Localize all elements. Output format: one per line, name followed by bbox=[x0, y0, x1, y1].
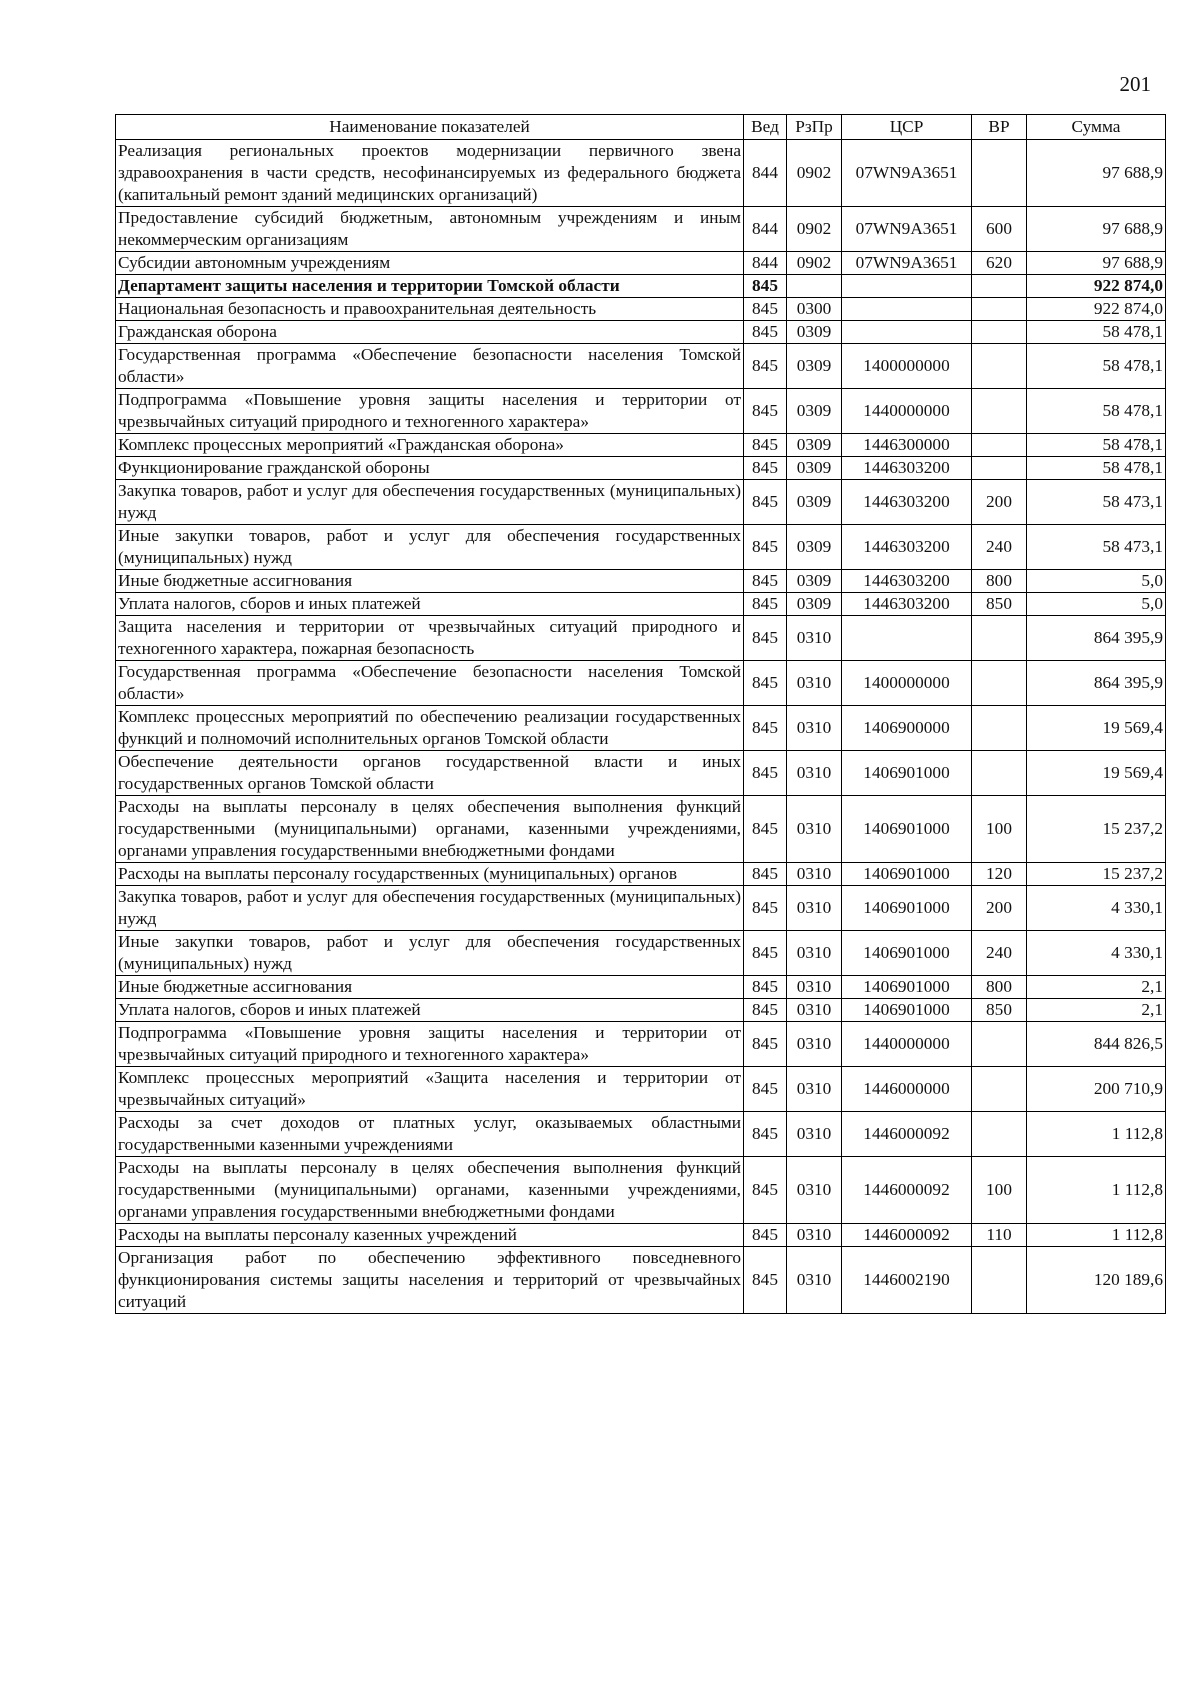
cell-name: Уплата налогов, сборов и иных платежей bbox=[116, 999, 744, 1022]
cell-rzpr: 0309 bbox=[787, 457, 842, 480]
cell-vr: 240 bbox=[972, 931, 1027, 976]
cell-vr: 100 bbox=[972, 1157, 1027, 1224]
table-row bbox=[116, 275, 1166, 298]
cell-vr: 850 bbox=[972, 999, 1027, 1022]
cell-sum: 15 237,2 bbox=[1027, 863, 1166, 886]
cell-vr: 110 bbox=[972, 1224, 1027, 1247]
cell-sum: 1 112,8 bbox=[1027, 1112, 1166, 1157]
cell-rzpr: 0310 bbox=[787, 1112, 842, 1157]
cell-ved: 845 bbox=[744, 796, 787, 863]
cell-ved: 845 bbox=[744, 593, 787, 616]
cell-ved: 845 bbox=[744, 525, 787, 570]
cell-name: Национальная безопасность и правоохранительная деятельность bbox=[116, 298, 744, 321]
cell-vr: 620 bbox=[972, 252, 1027, 275]
header-sum: Сумма bbox=[1027, 115, 1166, 140]
table-row bbox=[116, 389, 1166, 434]
cell-sum: 4 330,1 bbox=[1027, 931, 1166, 976]
cell-csr: 1406901000 bbox=[842, 751, 972, 796]
cell-rzpr: 0310 bbox=[787, 999, 842, 1022]
cell-sum: 19 569,4 bbox=[1027, 706, 1166, 751]
table-row bbox=[116, 457, 1166, 480]
cell-ved: 845 bbox=[744, 434, 787, 457]
cell-sum: 2,1 bbox=[1027, 999, 1166, 1022]
cell-csr: 1446300000 bbox=[842, 434, 972, 457]
cell-rzpr: 0902 bbox=[787, 252, 842, 275]
cell-sum: 2,1 bbox=[1027, 976, 1166, 999]
cell-sum: 58 478,1 bbox=[1027, 434, 1166, 457]
cell-csr: 1446303200 bbox=[842, 457, 972, 480]
cell-ved: 845 bbox=[744, 976, 787, 999]
cell-csr: 1446303200 bbox=[842, 570, 972, 593]
cell-vr: 240 bbox=[972, 525, 1027, 570]
cell-csr: 1446303200 bbox=[842, 593, 972, 616]
cell-sum: 864 395,9 bbox=[1027, 616, 1166, 661]
cell-rzpr: 0310 bbox=[787, 1247, 842, 1314]
cell-sum: 844 826,5 bbox=[1027, 1022, 1166, 1067]
cell-sum: 922 874,0 bbox=[1027, 275, 1166, 298]
cell-ved: 845 bbox=[744, 999, 787, 1022]
cell-name: Иные закупки товаров, работ и услуг для обеспечения государственных (муниципальных) нужд bbox=[116, 931, 744, 976]
header-rzpr: РзПр bbox=[787, 115, 842, 140]
cell-rzpr: 0902 bbox=[787, 140, 842, 207]
cell-name: Иные бюджетные ассигнования bbox=[116, 976, 744, 999]
cell-rzpr: 0310 bbox=[787, 796, 842, 863]
cell-name: Реализация региональных проектов модернизации первичного звена здравоохранения в части средств, несофинансируемых из федерального бюджета (капитальный ремонт зданий медицинских организаций) bbox=[116, 140, 744, 207]
cell-name: Субсидии автономным учреждениям bbox=[116, 252, 744, 275]
cell-sum: 58 473,1 bbox=[1027, 480, 1166, 525]
cell-rzpr: 0310 bbox=[787, 1157, 842, 1224]
cell-vr bbox=[972, 616, 1027, 661]
cell-ved: 845 bbox=[744, 931, 787, 976]
cell-rzpr: 0309 bbox=[787, 593, 842, 616]
cell-sum: 58 478,1 bbox=[1027, 344, 1166, 389]
table-row bbox=[116, 1224, 1166, 1247]
cell-csr: 1446002190 bbox=[842, 1247, 972, 1314]
cell-name: Департамент защиты населения и территории Томской области bbox=[116, 275, 744, 298]
cell-name: Иные бюджетные ассигнования bbox=[116, 570, 744, 593]
cell-name: Государственная программа «Обеспечение безопасности населения Томской области» bbox=[116, 661, 744, 706]
table-row bbox=[116, 298, 1166, 321]
cell-rzpr: 0310 bbox=[787, 931, 842, 976]
cell-ved: 845 bbox=[744, 1067, 787, 1112]
cell-csr: 1446000092 bbox=[842, 1224, 972, 1247]
cell-name: Подпрограмма «Повышение уровня защиты населения и территории от чрезвычайных ситуаций природного и техногенного характера» bbox=[116, 1022, 744, 1067]
table-row bbox=[116, 480, 1166, 525]
cell-csr bbox=[842, 275, 972, 298]
cell-sum: 58 478,1 bbox=[1027, 457, 1166, 480]
cell-vr bbox=[972, 298, 1027, 321]
table-row bbox=[116, 1022, 1166, 1067]
cell-csr: 07WN9A3651 bbox=[842, 207, 972, 252]
cell-vr bbox=[972, 389, 1027, 434]
cell-vr bbox=[972, 434, 1027, 457]
table-row bbox=[116, 886, 1166, 931]
page-number: 201 bbox=[1119, 72, 1151, 96]
cell-rzpr bbox=[787, 275, 842, 298]
cell-sum: 19 569,4 bbox=[1027, 751, 1166, 796]
cell-sum: 58 478,1 bbox=[1027, 389, 1166, 434]
cell-vr bbox=[972, 1247, 1027, 1314]
cell-ved: 844 bbox=[744, 207, 787, 252]
cell-vr bbox=[972, 1067, 1027, 1112]
cell-rzpr: 0310 bbox=[787, 863, 842, 886]
table-row bbox=[116, 931, 1166, 976]
cell-rzpr: 0310 bbox=[787, 661, 842, 706]
cell-csr: 1440000000 bbox=[842, 1022, 972, 1067]
cell-csr: 1446000092 bbox=[842, 1112, 972, 1157]
cell-name: Закупка товаров, работ и услуг для обеспечения государственных (муниципальных) нужд bbox=[116, 480, 744, 525]
table-row bbox=[116, 1247, 1166, 1314]
cell-rzpr: 0310 bbox=[787, 706, 842, 751]
cell-name: Иные закупки товаров, работ и услуг для обеспечения государственных (муниципальных) нужд bbox=[116, 525, 744, 570]
cell-name: Функционирование гражданской обороны bbox=[116, 457, 744, 480]
cell-sum: 97 688,9 bbox=[1027, 252, 1166, 275]
cell-csr: 07WN9A3651 bbox=[842, 252, 972, 275]
table-row bbox=[116, 796, 1166, 863]
table-row bbox=[116, 999, 1166, 1022]
table-row bbox=[116, 344, 1166, 389]
cell-name: Подпрограмма «Повышение уровня защиты населения и территории от чрезвычайных ситуаций природного и техногенного характера» bbox=[116, 389, 744, 434]
cell-name: Государственная программа «Обеспечение безопасности населения Томской области» bbox=[116, 344, 744, 389]
table-row bbox=[116, 616, 1166, 661]
table-row bbox=[116, 593, 1166, 616]
cell-vr: 600 bbox=[972, 207, 1027, 252]
cell-vr bbox=[972, 1022, 1027, 1067]
cell-rzpr: 0310 bbox=[787, 1224, 842, 1247]
cell-vr bbox=[972, 661, 1027, 706]
cell-vr: 100 bbox=[972, 796, 1027, 863]
cell-rzpr: 0309 bbox=[787, 570, 842, 593]
cell-csr: 1406901000 bbox=[842, 796, 972, 863]
header-ved: Вед bbox=[744, 115, 787, 140]
header-name: Наименование показателей bbox=[116, 115, 744, 140]
cell-csr: 1446000092 bbox=[842, 1157, 972, 1224]
table-row bbox=[116, 976, 1166, 999]
cell-ved: 845 bbox=[744, 1112, 787, 1157]
cell-ved: 845 bbox=[744, 886, 787, 931]
table-row bbox=[116, 706, 1166, 751]
cell-ved: 845 bbox=[744, 706, 787, 751]
cell-csr: 07WN9A3651 bbox=[842, 140, 972, 207]
cell-csr: 1446303200 bbox=[842, 480, 972, 525]
cell-rzpr: 0309 bbox=[787, 480, 842, 525]
cell-ved: 845 bbox=[744, 1224, 787, 1247]
cell-ved: 845 bbox=[744, 389, 787, 434]
table-row bbox=[116, 570, 1166, 593]
table-row bbox=[116, 1067, 1166, 1112]
cell-name: Уплата налогов, сборов и иных платежей bbox=[116, 593, 744, 616]
cell-name: Расходы на выплаты персоналу в целях обеспечения выполнения функций государственными (муниципальными) органами, казенными учреждениями, органами управления государственными внебюджетными фондами bbox=[116, 1157, 744, 1224]
table-header-row bbox=[116, 115, 1166, 140]
cell-sum: 1 112,8 bbox=[1027, 1157, 1166, 1224]
cell-sum: 15 237,2 bbox=[1027, 796, 1166, 863]
cell-name: Расходы за счет доходов от платных услуг, оказываемых областными государственными казенными учреждениями bbox=[116, 1112, 744, 1157]
cell-rzpr: 0300 bbox=[787, 298, 842, 321]
cell-vr: 120 bbox=[972, 863, 1027, 886]
table-row bbox=[116, 751, 1166, 796]
cell-sum: 120 189,6 bbox=[1027, 1247, 1166, 1314]
cell-rzpr: 0309 bbox=[787, 525, 842, 570]
cell-ved: 845 bbox=[744, 570, 787, 593]
cell-csr bbox=[842, 298, 972, 321]
cell-ved: 845 bbox=[744, 344, 787, 389]
cell-csr: 1406901000 bbox=[842, 999, 972, 1022]
header-csr: ЦСР bbox=[842, 115, 972, 140]
cell-vr bbox=[972, 706, 1027, 751]
cell-sum: 1 112,8 bbox=[1027, 1224, 1166, 1247]
cell-name: Предоставление субсидий бюджетным, автономным учреждениям и иным некоммерческим организациям bbox=[116, 207, 744, 252]
cell-csr bbox=[842, 616, 972, 661]
cell-name: Расходы на выплаты персоналу казенных учреждений bbox=[116, 1224, 744, 1247]
table-row bbox=[116, 1112, 1166, 1157]
cell-rzpr: 0310 bbox=[787, 886, 842, 931]
table-row bbox=[116, 863, 1166, 886]
cell-rzpr: 0310 bbox=[787, 751, 842, 796]
table-row bbox=[116, 661, 1166, 706]
cell-sum: 864 395,9 bbox=[1027, 661, 1166, 706]
cell-sum: 5,0 bbox=[1027, 593, 1166, 616]
cell-ved: 845 bbox=[744, 275, 787, 298]
cell-csr bbox=[842, 321, 972, 344]
cell-vr bbox=[972, 457, 1027, 480]
cell-ved: 845 bbox=[744, 480, 787, 525]
cell-ved: 845 bbox=[744, 457, 787, 480]
cell-sum: 58 473,1 bbox=[1027, 525, 1166, 570]
cell-csr: 1446000000 bbox=[842, 1067, 972, 1112]
cell-ved: 844 bbox=[744, 140, 787, 207]
cell-ved: 845 bbox=[744, 1157, 787, 1224]
table-body bbox=[116, 140, 1166, 1314]
cell-csr: 1440000000 bbox=[842, 389, 972, 434]
table-row bbox=[116, 525, 1166, 570]
cell-ved: 845 bbox=[744, 1247, 787, 1314]
cell-name: Комплекс процессных мероприятий «Защита населения и территории от чрезвычайных ситуаций» bbox=[116, 1067, 744, 1112]
cell-csr: 1400000000 bbox=[842, 661, 972, 706]
cell-sum: 97 688,9 bbox=[1027, 207, 1166, 252]
cell-ved: 845 bbox=[744, 863, 787, 886]
cell-ved: 845 bbox=[744, 321, 787, 344]
cell-vr bbox=[972, 1112, 1027, 1157]
cell-rzpr: 0309 bbox=[787, 434, 842, 457]
cell-ved: 845 bbox=[744, 751, 787, 796]
cell-sum: 922 874,0 bbox=[1027, 298, 1166, 321]
cell-name: Комплекс процессных мероприятий по обеспечению реализации государственных функций и полномочий исполнительных органов Томской области bbox=[116, 706, 744, 751]
cell-sum: 97 688,9 bbox=[1027, 140, 1166, 207]
cell-name: Расходы на выплаты персоналу государственных (муниципальных) органов bbox=[116, 863, 744, 886]
cell-name: Расходы на выплаты персоналу в целях обеспечения выполнения функций государственными (муниципальными) органами, казенными учреждениями, органами управления государственными внебюджетными фондами bbox=[116, 796, 744, 863]
table-row bbox=[116, 252, 1166, 275]
cell-sum: 5,0 bbox=[1027, 570, 1166, 593]
cell-rzpr: 0310 bbox=[787, 1022, 842, 1067]
header-vr: ВР bbox=[972, 115, 1027, 140]
cell-name: Защита населения и территории от чрезвычайных ситуаций природного и техногенного характера, пожарная безопасность bbox=[116, 616, 744, 661]
cell-csr: 1406901000 bbox=[842, 976, 972, 999]
cell-csr: 1406900000 bbox=[842, 706, 972, 751]
cell-name: Гражданская оборона bbox=[116, 321, 744, 344]
cell-vr bbox=[972, 140, 1027, 207]
cell-csr: 1446303200 bbox=[842, 525, 972, 570]
cell-vr: 200 bbox=[972, 886, 1027, 931]
cell-ved: 845 bbox=[744, 1022, 787, 1067]
cell-ved: 844 bbox=[744, 252, 787, 275]
cell-vr bbox=[972, 321, 1027, 344]
cell-ved: 845 bbox=[744, 616, 787, 661]
cell-sum: 58 478,1 bbox=[1027, 321, 1166, 344]
cell-name: Закупка товаров, работ и услуг для обеспечения государственных (муниципальных) нужд bbox=[116, 886, 744, 931]
cell-vr bbox=[972, 275, 1027, 298]
cell-rzpr: 0310 bbox=[787, 1067, 842, 1112]
cell-vr: 200 bbox=[972, 480, 1027, 525]
cell-name: Организация работ по обеспечению эффективного повседневного функционирования системы защиты населения и территорий от чрезвычайных ситуаций bbox=[116, 1247, 744, 1314]
cell-csr: 1406901000 bbox=[842, 863, 972, 886]
table-row bbox=[116, 207, 1166, 252]
cell-rzpr: 0902 bbox=[787, 207, 842, 252]
table-row bbox=[116, 321, 1166, 344]
cell-vr: 800 bbox=[972, 570, 1027, 593]
table-row bbox=[116, 1157, 1166, 1224]
cell-rzpr: 0310 bbox=[787, 616, 842, 661]
table-row bbox=[116, 434, 1166, 457]
cell-vr bbox=[972, 751, 1027, 796]
cell-vr: 800 bbox=[972, 976, 1027, 999]
budget-table bbox=[115, 114, 1166, 1314]
cell-rzpr: 0309 bbox=[787, 321, 842, 344]
table-row bbox=[116, 140, 1166, 207]
cell-ved: 845 bbox=[744, 661, 787, 706]
cell-name: Комплекс процессных мероприятий «Гражданская оборона» bbox=[116, 434, 744, 457]
cell-sum: 200 710,9 bbox=[1027, 1067, 1166, 1112]
cell-sum: 4 330,1 bbox=[1027, 886, 1166, 931]
cell-ved: 845 bbox=[744, 298, 787, 321]
cell-vr bbox=[972, 344, 1027, 389]
cell-csr: 1406901000 bbox=[842, 886, 972, 931]
cell-vr: 850 bbox=[972, 593, 1027, 616]
cell-rzpr: 0310 bbox=[787, 976, 842, 999]
cell-rzpr: 0309 bbox=[787, 389, 842, 434]
cell-csr: 1406901000 bbox=[842, 931, 972, 976]
cell-csr: 1400000000 bbox=[842, 344, 972, 389]
cell-name: Обеспечение деятельности органов государственной власти и иных государственных органов Томской области bbox=[116, 751, 744, 796]
cell-rzpr: 0309 bbox=[787, 344, 842, 389]
